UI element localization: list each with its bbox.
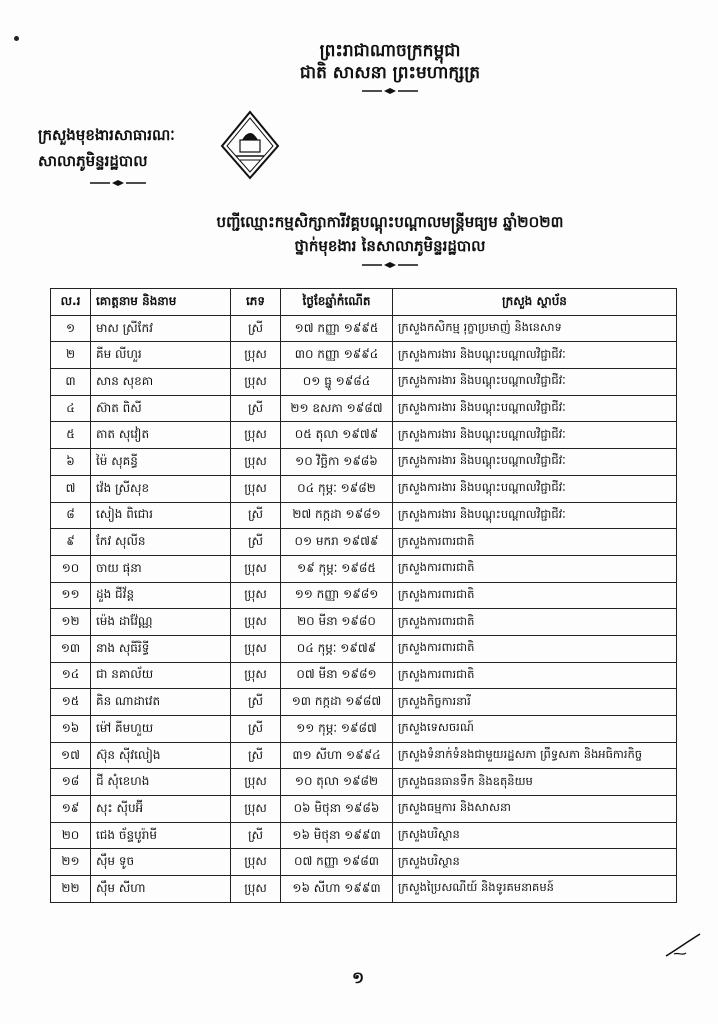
cell-name: ម៉ៅ គីមហួយ	[91, 716, 231, 743]
cell-birthdate: ១៧ កញ្ញា ១៩៩៥	[281, 315, 393, 342]
table-row	[51, 422, 677, 449]
cell-institution: ក្រសួងទេសចរណ៍	[393, 716, 677, 743]
cell-birthdate: ០៧ មីនា ១៩៨១	[281, 662, 393, 689]
kingdom-header	[260, 40, 520, 94]
column-header-birthdate: ថ្ងៃខែឆ្នាំកំណើត	[281, 289, 393, 316]
cell-birthdate: ១០ វិច្ឆិកា ១៩៨៦	[281, 449, 393, 476]
cell-birthdate: ២០ មីនា ១៩៨០	[281, 609, 393, 636]
cell-birthdate: ០៤ កុម្ភៈ ១៩៨២	[281, 475, 393, 502]
cell-sex: ស្រី	[231, 742, 281, 769]
cell-birthdate: ១៦ សីហា ១៩៩៣	[281, 876, 393, 903]
cell-number: ១៣	[51, 635, 91, 662]
cell-number: ១៩	[51, 796, 91, 823]
cell-sex: ប្រុស	[231, 849, 281, 876]
cell-number: ១២	[51, 609, 91, 636]
cell-name: ជេង ច័ន្ទបូរ៉ាមី	[91, 822, 231, 849]
cell-birthdate: ០៥ តុលា ១៩៧៩	[281, 422, 393, 449]
table-row	[51, 342, 677, 369]
cell-sex: ប្រុស	[231, 449, 281, 476]
cell-name: ជី សុំខេហង	[91, 769, 231, 796]
cell-institution: ក្រសួងការងារ និងបណ្តុះបណ្តាលវិជ្ជាជីវៈ	[393, 395, 677, 422]
cell-institution: ក្រសួងការងារ និងបណ្តុះបណ្តាលវិជ្ជាជីវៈ	[393, 342, 677, 369]
cell-sex: ប្រុស	[231, 609, 281, 636]
cell-number: ១	[51, 315, 91, 342]
cell-institution: ក្រសួងធម្មការ និងសាសនា	[393, 796, 677, 823]
table-row	[51, 769, 677, 796]
cell-number: ១១	[51, 582, 91, 609]
cell-sex: ប្រុស	[231, 369, 281, 396]
list-title	[130, 210, 650, 268]
ministry-header	[38, 122, 175, 186]
cell-institution: ក្រសួងប្រៃសណីយ៍ និងទូរគមនាគមន៍	[393, 876, 677, 903]
cell-name: ស៊ឹម សីហា	[91, 876, 231, 903]
cell-number: ១៧	[51, 742, 91, 769]
cell-institution: ក្រសួងការងារ និងបណ្តុះបណ្តាលវិជ្ជាជីវៈ	[393, 449, 677, 476]
table-row	[51, 502, 677, 529]
school-name: សាលាភូមិន្ទរដ្ឋបាល	[38, 152, 148, 170]
table-row	[51, 742, 677, 769]
cell-birthdate: ១១ កញ្ញា ១៩៨១	[281, 582, 393, 609]
cell-institution: ក្រសួងធនធានទឹក និងឧតុនិយម	[393, 769, 677, 796]
table-row	[51, 796, 677, 823]
cell-institution: ក្រសួងការពារជាតិ	[393, 529, 677, 556]
table-row	[51, 635, 677, 662]
cell-sex: ប្រុស	[231, 662, 281, 689]
table-row	[51, 582, 677, 609]
national-motto: ជាតិ សាសនា ព្រះមហាក្សត្រ	[299, 63, 481, 83]
table-row	[51, 822, 677, 849]
cell-birthdate: ១១ កុម្ភៈ ១៩៨៧	[281, 716, 393, 743]
cell-name: ដួង ជីវ័ន្ត	[91, 582, 231, 609]
school-seal-logo	[220, 110, 280, 180]
cell-sex: ស្រី	[231, 315, 281, 342]
cell-name: ចាយ ផុនា	[91, 555, 231, 582]
cell-sex: ស្រី	[231, 395, 281, 422]
cell-birthdate: ០៦ មិថុនា ១៩៨៦	[281, 796, 393, 823]
cell-number: ១៨	[51, 769, 91, 796]
cell-number: ៦	[51, 449, 91, 476]
cell-sex: ប្រុស	[231, 555, 281, 582]
cell-birthdate: ០៧ កញ្ញា ១៩៨៣	[281, 849, 393, 876]
cell-birthdate: ៣១ សីហា ១៩៩៤	[281, 742, 393, 769]
cell-birthdate: ០៤ កុម្ភៈ ១៩៧៩	[281, 635, 393, 662]
cell-birthdate: ១៣ កក្កដា ១៩៨៧	[281, 689, 393, 716]
cell-name: សាន សុខគា	[91, 369, 231, 396]
cell-sex: ប្រុស	[231, 475, 281, 502]
kingdom-name: ព្រះរាជាណាចក្រកម្ពុជា	[319, 41, 461, 61]
cell-number: ៣	[51, 369, 91, 396]
list-title-line-2: ថ្នាក់មុខងារ នៃសាលាភូមិន្ទរដ្ឋបាល	[294, 237, 486, 255]
cell-sex: ស្រី	[231, 689, 281, 716]
cell-institution: ក្រសួងកសិកម្ម រុក្ខាប្រមាញ់ និងនេសាទ	[393, 315, 677, 342]
cell-name: វ៉េង ស្រីសុខ	[91, 475, 231, 502]
cell-number: ២២	[51, 876, 91, 903]
cell-number: ២០	[51, 822, 91, 849]
table-row	[51, 449, 677, 476]
cell-sex: ស្រី	[231, 502, 281, 529]
column-header-sex: ភេទ	[231, 289, 281, 316]
cell-birthdate: ២៧ កក្កដា ១៩៨១	[281, 502, 393, 529]
cell-sex: ប្រុស	[231, 582, 281, 609]
table-row	[51, 475, 677, 502]
cell-sex: ប្រុស	[231, 876, 281, 903]
ministry-name: ក្រសួងមុខងារសាធារណៈ	[38, 126, 175, 144]
cell-name: គីម លីហួរ	[91, 342, 231, 369]
cell-institution: ក្រសួងការងារ និងបណ្តុះបណ្តាលវិជ្ជាជីវៈ	[393, 369, 677, 396]
cell-name: សៀង ពិជោរ	[91, 502, 231, 529]
table-row	[51, 609, 677, 636]
cell-number: ១០	[51, 555, 91, 582]
cell-name: ម៉េង ដាវ៉ែណ្ណ	[91, 609, 231, 636]
trainee-table	[50, 288, 677, 903]
page-number: ១	[352, 968, 365, 987]
cell-name: កែវ សុលីន	[91, 529, 231, 556]
cell-number: ១៥	[51, 689, 91, 716]
cell-institution: ក្រសួងបរិស្ថាន	[393, 822, 677, 849]
scan-speck	[14, 36, 19, 41]
table-header-row	[51, 289, 677, 316]
cell-institution: ក្រសួងការពារជាតិ	[393, 635, 677, 662]
cell-name: សុះ ស៊ីបអ៊ី	[91, 796, 231, 823]
list-title-line-1: បញ្ជីឈ្មោះកម្មសិក្សាការីវគ្គបណ្តុះបណ្តាលមន្ត្រីមធ្យម ឆ្នាំ២០២៣	[216, 213, 564, 231]
cell-institution: ក្រសួងទំនាក់ទំនងជាមួយរដ្ឋសភា ព្រឹទ្ធសភា និងអធិការកិច្ច	[393, 742, 677, 769]
cell-institution: ក្រសួងការពារជាតិ	[393, 609, 677, 636]
cell-sex: ប្រុស	[231, 796, 281, 823]
table-row	[51, 876, 677, 903]
cell-number: ១៤	[51, 662, 91, 689]
cell-name: នាង សុធីរិទ្ធី	[91, 635, 231, 662]
ornament-divider	[360, 262, 420, 268]
ornament-divider	[360, 88, 420, 94]
cell-institution: ក្រសួងការពារជាតិ	[393, 662, 677, 689]
cell-sex: ប្រុស	[231, 422, 281, 449]
cell-sex: ប្រុស	[231, 635, 281, 662]
table-row	[51, 369, 677, 396]
cell-birthdate: ១៦ មិថុនា ១៩៩៣	[281, 822, 393, 849]
cell-institution: ក្រសួងការងារ និងបណ្តុះបណ្តាលវិជ្ជាជីវៈ	[393, 502, 677, 529]
table-row	[51, 849, 677, 876]
cell-sex: ស្រី	[231, 529, 281, 556]
cell-institution: ក្រសួងកិច្ចការនារី	[393, 689, 677, 716]
cell-number: ២	[51, 342, 91, 369]
table-row	[51, 395, 677, 422]
cell-birthdate: ២១ ឧសភា ១៩៨៧	[281, 395, 393, 422]
handwritten-mark	[664, 930, 704, 960]
cell-name: ស៊ាត ពិសី	[91, 395, 231, 422]
cell-name: មាស ស្រីកែវ	[91, 315, 231, 342]
cell-institution: ក្រសួងការងារ និងបណ្តុះបណ្តាលវិជ្ជាជីវៈ	[393, 422, 677, 449]
cell-institution: ក្រសួងការពារជាតិ	[393, 582, 677, 609]
cell-birthdate: ៣០ កញ្ញា ១៩៩៤	[281, 342, 393, 369]
cell-sex: ស្រី	[231, 716, 281, 743]
column-header-name: គោត្តនាម និងនាម	[91, 289, 231, 316]
cell-birthdate: ០១ ធ្នូ ១៩៨៤	[281, 369, 393, 396]
column-header-number: ល.រ	[51, 289, 91, 316]
cell-sex: ប្រុស	[231, 342, 281, 369]
cell-birthdate: ០១ មករា ១៩៧៩	[281, 529, 393, 556]
column-header-institution: ក្រសួង ស្ថាប័ន	[393, 289, 677, 316]
cell-institution: ក្រសួងការងារ និងបណ្តុះបណ្តាលវិជ្ជាជីវៈ	[393, 475, 677, 502]
cell-name: ស៊ឹម ទូច	[91, 849, 231, 876]
cell-number: ៨	[51, 502, 91, 529]
cell-number: ៩	[51, 529, 91, 556]
cell-sex: ប្រុស	[231, 769, 281, 796]
cell-name: ជា នគាល័យ	[91, 662, 231, 689]
cell-birthdate: ១៩ កុម្ភៈ ១៩៨៥	[281, 555, 393, 582]
cell-institution: ក្រសួងបរិស្ថាន	[393, 849, 677, 876]
cell-number: ៤	[51, 395, 91, 422]
table-row	[51, 662, 677, 689]
table-row	[51, 315, 677, 342]
cell-name: ម៉ៃ សុគន្ធី	[91, 449, 231, 476]
cell-name: ស៊ុន ស៊ីវលៀង	[91, 742, 231, 769]
cell-number: ៧	[51, 475, 91, 502]
cell-name: តាត សុវៀត	[91, 422, 231, 449]
cell-name: គិន ណាដាវេត	[91, 689, 231, 716]
cell-number: ១៦	[51, 716, 91, 743]
cell-number: ៥	[51, 422, 91, 449]
cell-birthdate: ១០ តុលា ១៩៨២	[281, 769, 393, 796]
table-row	[51, 529, 677, 556]
table-row	[51, 689, 677, 716]
cell-sex: ស្រី	[231, 822, 281, 849]
table-row	[51, 716, 677, 743]
cell-institution: ក្រសួងការពារជាតិ	[393, 555, 677, 582]
cell-number: ២១	[51, 849, 91, 876]
ornament-divider	[88, 180, 148, 186]
table-row	[51, 555, 677, 582]
